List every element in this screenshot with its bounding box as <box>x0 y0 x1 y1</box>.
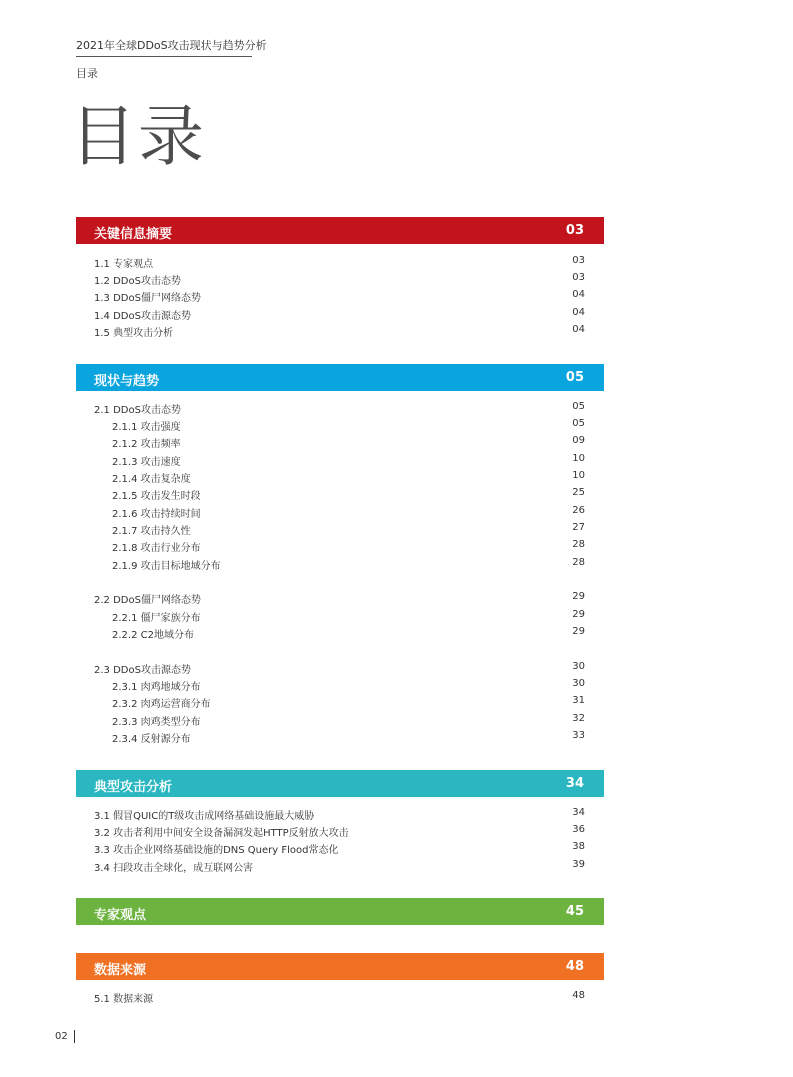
toc-entry[interactable] <box>94 289 585 303</box>
toc-entry-page: 03 <box>572 255 585 266</box>
toc-subentry[interactable] <box>112 522 585 536</box>
toc-entry-label: 2.3.3 肉鸡类型分布 <box>112 717 201 728</box>
toc-subentry[interactable] <box>112 713 585 727</box>
toc-entry-label: 2.1.7 攻击持久性 <box>112 526 191 537</box>
toc-section-title: 专家观点 <box>94 908 147 923</box>
toc-entry-page: 04 <box>572 289 585 300</box>
toc-entry-label: 2.1.6 攻击持续时间 <box>112 509 201 520</box>
toc-section-page: 45 <box>565 904 584 919</box>
toc-entry-label: 1.1 专家观点 <box>94 259 154 270</box>
toc-entry-label: 1.4 DDoS攻击源态势 <box>94 311 191 322</box>
toc-section-title: 现状与趋势 <box>94 374 160 389</box>
running-section-label: 目录 <box>76 67 98 80</box>
toc-entry-label: 2.1.8 攻击行业分布 <box>112 543 201 554</box>
toc-entry-page: 10 <box>572 470 585 481</box>
toc-section-band[interactable] <box>76 770 604 797</box>
toc-entry-page: 33 <box>572 730 585 741</box>
toc-entry-label: 3.2 攻击者利用中间安全设备漏洞发起HTTP反射放大攻击 <box>94 828 349 839</box>
toc-subentry[interactable] <box>112 435 585 449</box>
toc-entry[interactable] <box>94 661 585 675</box>
toc-entry-label: 2.2.2 C2地域分布 <box>112 630 194 641</box>
toc-entry-page: 25 <box>572 487 585 498</box>
toc-entry-label: 3.4 扫段攻击全球化，成互联网公害 <box>94 863 254 874</box>
toc-entry[interactable] <box>94 990 585 1004</box>
toc-subentry[interactable] <box>112 609 585 623</box>
toc-entry-page: 05 <box>572 418 585 429</box>
header-divider <box>76 56 252 57</box>
toc-subentry[interactable] <box>112 695 585 709</box>
toc-subentry[interactable] <box>112 557 585 571</box>
toc-entry[interactable] <box>94 807 585 821</box>
toc-entry-label: 2.1 DDoS攻击态势 <box>94 405 181 416</box>
toc-entry-label: 3.3 攻击企业网络基础设施的DNS Query Flood常态化 <box>94 845 339 856</box>
toc-entry-label: 2.1.9 攻击目标地域分布 <box>112 561 221 572</box>
toc-entry-label: 2.3.2 肉鸡运营商分布 <box>112 699 211 710</box>
toc-entry-label: 2.1.3 攻击速度 <box>112 457 181 468</box>
page-title: 目录 <box>70 98 206 175</box>
toc-entry[interactable] <box>94 841 585 855</box>
toc-entry[interactable] <box>94 272 585 286</box>
toc-entry-page: 28 <box>572 539 585 550</box>
toc-section-title: 典型攻击分析 <box>94 780 173 795</box>
toc-entry-page: 30 <box>572 661 585 672</box>
toc-entry-label: 1.2 DDoS攻击态势 <box>94 276 181 287</box>
toc-entry[interactable] <box>94 324 585 338</box>
toc-entry-label: 2.1.4 攻击复杂度 <box>112 474 191 485</box>
page-number: 02 <box>55 1031 68 1042</box>
toc-entry-page: 29 <box>572 626 585 637</box>
toc-entry-page: 04 <box>572 307 585 318</box>
toc-entry[interactable] <box>94 255 585 269</box>
toc-section-page: 48 <box>565 959 584 974</box>
toc-entry-page: 39 <box>572 859 585 870</box>
toc-entry-page: 36 <box>572 824 585 835</box>
toc-entry-page: 10 <box>572 453 585 464</box>
toc-entry-page: 29 <box>572 591 585 602</box>
toc-entry-label: 2.1.1 攻击强度 <box>112 422 181 433</box>
toc-entry-label: 2.3.4 反射源分布 <box>112 734 191 745</box>
toc-section-page: 05 <box>565 370 584 385</box>
toc-entry-page: 32 <box>572 713 585 724</box>
toc-section-band[interactable] <box>76 898 604 925</box>
toc-section-band[interactable] <box>76 364 604 391</box>
toc-entry[interactable] <box>94 824 585 838</box>
toc-entry-page: 30 <box>572 678 585 689</box>
toc-entry-label: 1.3 DDoS僵尸网络态势 <box>94 293 201 304</box>
page-number-divider <box>74 1030 75 1043</box>
toc-subentry[interactable] <box>112 626 585 640</box>
toc-subentry[interactable] <box>112 418 585 432</box>
toc-subentry[interactable] <box>112 539 585 553</box>
toc-subentry[interactable] <box>112 678 585 692</box>
toc-entry[interactable] <box>94 307 585 321</box>
toc-entry-label: 5.1 数据来源 <box>94 994 154 1005</box>
toc-section-title: 数据来源 <box>94 963 147 978</box>
toc-entry-page: 03 <box>572 272 585 283</box>
toc-section-title: 关键信息摘要 <box>94 227 173 242</box>
toc-entry-page: 05 <box>572 401 585 412</box>
toc-entry-page: 38 <box>572 841 585 852</box>
toc-entry-label: 3.1 假冒QUIC的T级攻击成网络基础设施最大威胁 <box>94 811 315 822</box>
toc-entry-page: 09 <box>572 435 585 446</box>
toc-entry-page: 48 <box>572 990 585 1001</box>
toc-entry-label: 2.3.1 肉鸡地域分布 <box>112 682 201 693</box>
toc-entry-label: 2.2.1 僵尸家族分布 <box>112 613 201 624</box>
toc-entry-page: 26 <box>572 505 585 516</box>
toc-entry-page: 04 <box>572 324 585 335</box>
document-title: 2021年全球DDoS攻击现状与趋势分析 <box>76 39 267 52</box>
toc-subentry[interactable] <box>112 470 585 484</box>
toc-section-band[interactable] <box>76 953 604 980</box>
toc-entry-page: 29 <box>572 609 585 620</box>
toc-entry-page: 28 <box>572 557 585 568</box>
toc-entry-label: 2.1.2 攻击频率 <box>112 439 181 450</box>
toc-entry-page: 27 <box>572 522 585 533</box>
toc-entry-label: 2.1.5 攻击发生时段 <box>112 491 201 502</box>
toc-entry[interactable] <box>94 859 585 873</box>
toc-section-page: 34 <box>565 776 584 791</box>
toc-section-page: 03 <box>565 223 584 238</box>
toc-subentry[interactable] <box>112 487 585 501</box>
toc-entry[interactable] <box>94 591 585 605</box>
toc-subentry[interactable] <box>112 505 585 519</box>
toc-entry-page: 34 <box>572 807 585 818</box>
toc-entry-label: 1.5 典型攻击分析 <box>94 328 174 339</box>
toc-entry-page: 31 <box>572 695 585 706</box>
toc-subentry[interactable] <box>112 730 585 744</box>
toc-entry-label: 2.2 DDoS僵尸网络态势 <box>94 595 201 606</box>
toc-entry-label: 2.3 DDoS攻击源态势 <box>94 665 191 676</box>
toc-subentry[interactable] <box>112 453 585 467</box>
toc-entry[interactable] <box>94 401 585 415</box>
toc-section-band[interactable] <box>76 217 604 244</box>
